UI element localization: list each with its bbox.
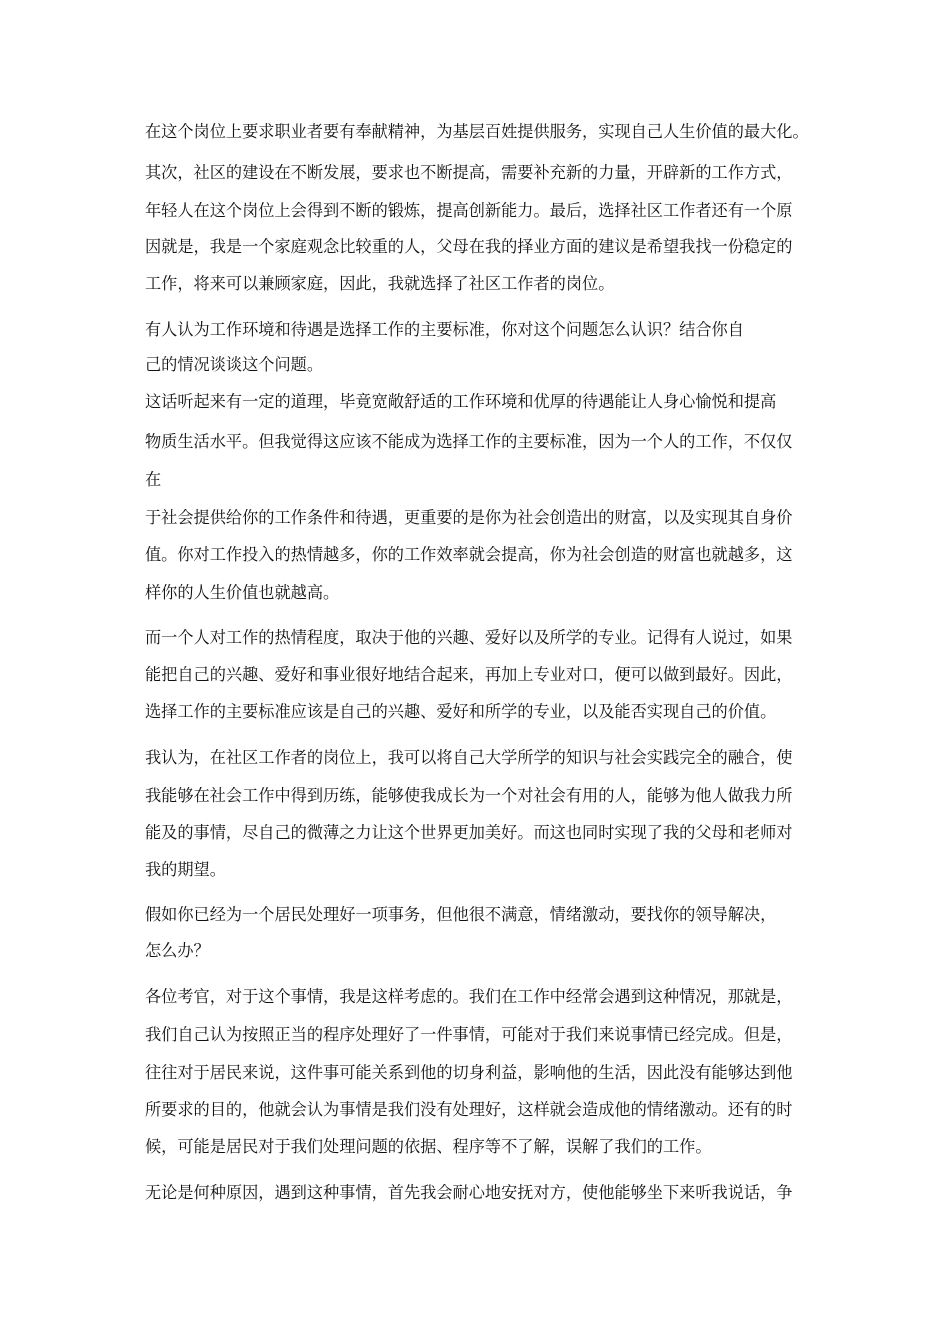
question-line: 假如你已经为一个居民处理好一项事务，但他很不满意，情绪激动，要找你的领导解决， — [145, 905, 777, 924]
text-line: 在这个岗位上要求职业者要有奉献精神，为基层百姓提供服务，实现自己人生价值的最大化。 — [145, 122, 809, 141]
text-line: 我认为，在社区工作者的岗位上，我可以将自己大学所学的知识与社会实践完全的融合，使 — [145, 748, 793, 767]
text-line: 候，可能是居民对于我们处理问题的依据、程序等不了解，误解了我们的工作。 — [145, 1137, 712, 1156]
text-line: 所要求的目的，他就会认为事情是我们没有处理好，这样就会造成他的情绪激动。还有的时 — [145, 1100, 793, 1119]
text-line: 我们自己认为按照正当的程序处理好了一件事情，可能对于我们来说事情已经完成。但是， — [145, 1025, 793, 1044]
text-line: 我的期望。 — [145, 860, 226, 879]
text-line: 往往对于居民来说，这件事可能关系到他的切身利益，影响他的生活，因此没有能够达到他 — [145, 1063, 793, 1082]
text-line: 于社会提供给你的工作条件和待遇，更重要的是你为社会创造出的财富，以及实现其自身价 — [145, 508, 793, 527]
text-line: 样你的人生价值也就越高。 — [145, 583, 340, 602]
text-line: 年轻人在这个岗位上会得到不断的锻炼，提高创新能力。最后，选择社区工作者还有一个原 — [145, 201, 793, 220]
text-line: 这话听起来有一定的道理，毕竟宽敞舒适的工作环境和优厚的待遇能让人身心愉悦和提高 — [145, 392, 777, 411]
text-line: 能及的事情，尽自己的微薄之力让这个世界更加美好。而这也同时实现了我的父母和老师对 — [145, 823, 793, 842]
text-line: 因就是，我是一个家庭观念比较重的人，父母在我的择业方面的建议是希望我找一份稳定的 — [145, 237, 793, 256]
text-line: 我能够在社会工作中得到历练，能够使我成长为一个对社会有用的人，能够为他人做我力所 — [145, 786, 793, 805]
text-line: 各位考官，对于这个事情，我是这样考虑的。我们在工作中经常会遇到这种情况，那就是， — [145, 987, 793, 1006]
text-line: 能把自己的兴趣、爱好和事业很好地结合起来，再加上专业对口，便可以做到最好。因此， — [145, 665, 793, 684]
question-line: 怎么办？ — [145, 941, 210, 960]
text-line: 其次，社区的建设在不断发展，要求也不断提高，需要补充新的力量，开辟新的工作方式， — [145, 163, 793, 182]
question-line: 己的情况谈谈这个问题。 — [145, 355, 324, 374]
text-line: 在 — [145, 470, 162, 489]
text-line: 工作，将来可以兼顾家庭，因此，我就选择了社区工作者的岗位。 — [145, 274, 615, 293]
question-line: 有人认为工作环境和待遇是选择工作的主要标准，你对这个问题怎么认识？结合你自 — [145, 320, 744, 339]
text-line: 值。你对工作投入的热情越多，你的工作效率就会提高，你为社会创造的财富也就越多，这 — [145, 545, 793, 564]
text-line: 物质生活水平。但我觉得这应该不能成为选择工作的主要标准，因为一个人的工作，不仅仅 — [145, 432, 793, 451]
text-line: 而一个人对工作的热情程度，取决于他的兴趣、爱好以及所学的专业。记得有人说过，如果 — [145, 628, 793, 647]
text-line: 无论是何种原因，遇到这种事情，首先我会耐心地安抚对方，使他能够坐下来听我说话，争 — [145, 1183, 793, 1202]
text-line: 选择工作的主要标准应该是自己的兴趣、爱好和所学的专业，以及能否实现自己的价值。 — [145, 702, 777, 721]
